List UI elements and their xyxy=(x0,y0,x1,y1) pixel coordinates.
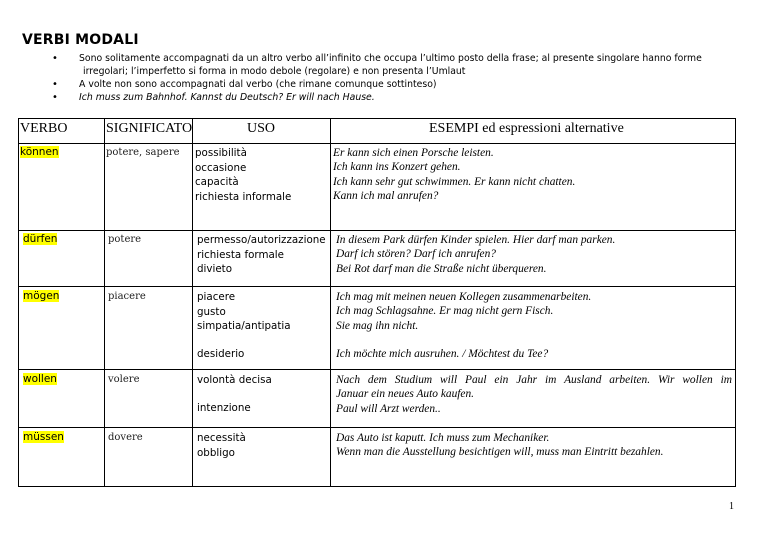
column-header-esempi: ESEMPI ed espressioni alternative xyxy=(429,121,624,136)
table-row-verb xyxy=(20,146,59,158)
page-number: 1 xyxy=(729,501,734,512)
table-row-uso xyxy=(197,290,291,334)
row-divider xyxy=(18,369,736,370)
example-line: Er kann sich einen Porsche leisten. xyxy=(333,147,494,159)
table-row-uso-secondary xyxy=(197,347,244,362)
example-line: In diesem Park dürfen Kinder spielen. Hier darf man parken. xyxy=(336,234,616,246)
uso-item: possibilità xyxy=(195,147,247,159)
table-row-examples xyxy=(336,233,615,276)
example-line: Ich mag mit meinen neuen Kollegen zusammenarbeiten. xyxy=(336,291,592,303)
table-row-verb xyxy=(23,373,57,385)
table-row-examples xyxy=(333,146,575,203)
table-row-verb xyxy=(23,233,57,245)
bullet-text: A volte non sono accompagnati dal verbo (che rimane comunque sottinteso) xyxy=(79,79,437,90)
page-title: VERBI MODALI xyxy=(22,32,139,48)
uso-item: simpatia/antipatia xyxy=(197,320,291,332)
example-line: Paul will Arzt werden.. xyxy=(336,402,441,415)
header-divider xyxy=(18,143,736,144)
example-line: Ich möchte mich ausruhen. / Möchtest du Tee? xyxy=(336,348,549,360)
table-border-top xyxy=(18,118,736,119)
example-line: Nach dem Studium will Paul ein Jahr im Ausland arbeiten. Wir wollen im xyxy=(336,374,732,386)
example-line: Sie mag ihn nicht. xyxy=(336,319,419,332)
table-row-uso xyxy=(197,431,246,460)
table-border-left xyxy=(18,118,19,487)
verb-highlight: mögen xyxy=(23,290,60,302)
example-line: Darf ich stören? Darf ich anrufen? xyxy=(336,248,496,261)
uso-item: necessità xyxy=(197,432,246,444)
uso-item: divieto xyxy=(197,263,233,275)
table-row-examples xyxy=(336,290,591,333)
example-line: Ich kann ins Konzert gehen. xyxy=(333,161,461,174)
table-row-meaning: potere xyxy=(108,234,142,245)
uso-item: obbligo xyxy=(197,446,235,459)
column-header-uso: USO xyxy=(247,121,276,136)
table-row-examples xyxy=(336,431,663,460)
verb-highlight: dürfen xyxy=(23,233,58,245)
example-line: Kann ich mal anrufen? xyxy=(333,189,439,202)
row-divider xyxy=(18,230,736,231)
table-row-uso-secondary xyxy=(197,401,251,416)
table-row-meaning: dovere xyxy=(108,432,143,443)
bullet-text: Ich muss zum Bahnhof. Kannst du Deutsch? Er will nach Hause. xyxy=(79,92,375,103)
table-border-bottom xyxy=(18,486,736,487)
table-row-verb xyxy=(23,290,59,302)
example-line: Januar ein neues Auto kaufen. xyxy=(336,388,475,401)
uso-item: richiesta formale xyxy=(197,248,284,261)
table-row-examples-secondary xyxy=(336,347,548,361)
example-line: Bei Rot darf man die Straße nicht überqueren. xyxy=(336,262,547,275)
uso-item: volontà decisa xyxy=(197,374,272,386)
uso-item: gusto xyxy=(197,305,226,318)
table-row-verb xyxy=(23,431,64,443)
column-divider xyxy=(330,118,331,487)
bullet-text-continued: irregolari; l’imperfetto si forma in modo debole (regolare) e non presenta l’Umlaut xyxy=(83,66,466,77)
uso-item: desiderio xyxy=(197,348,245,360)
column-header-significato: SIGNIFICATO xyxy=(106,121,193,136)
bullet-text: Sono solitamente accompagnati da un altro verbo all’infinito che occupa l’ultimo posto della frase; al presente singolare hanno forme xyxy=(79,53,702,64)
column-divider xyxy=(104,118,105,487)
example-line: Ich mag Schlagsahne. Er mag nicht gern Fisch. xyxy=(336,305,554,318)
uso-item: intenzione xyxy=(197,402,251,414)
uso-item: permesso/autorizzazione xyxy=(197,234,326,246)
verb-highlight: müssen xyxy=(23,431,64,443)
uso-item: piacere xyxy=(197,291,236,303)
table-border-right xyxy=(735,118,736,487)
table-row-uso xyxy=(197,373,272,388)
table-row-meaning: potere, sapere xyxy=(106,147,180,158)
bullet-item xyxy=(52,52,732,78)
table-row-examples xyxy=(336,373,732,416)
row-divider xyxy=(18,427,736,428)
table-row-uso xyxy=(197,233,326,277)
example-line: Ich kann sehr gut schwimmen. Er kann nicht chatten. xyxy=(333,175,576,188)
uso-item: occasione xyxy=(195,161,247,174)
bullet-item xyxy=(52,91,732,104)
column-divider xyxy=(192,118,193,487)
intro-bullet-list xyxy=(52,52,732,104)
verb-highlight: können xyxy=(20,146,59,158)
verb-highlight: wollen xyxy=(23,373,57,385)
column-header-verbo: VERBO xyxy=(20,121,68,136)
example-line: Wenn man die Ausstellung besichtigen will, muss man Eintritt bezahlen. xyxy=(336,446,664,459)
table-row-meaning: volere xyxy=(108,374,140,385)
table-row-uso xyxy=(195,146,291,204)
uso-item: richiesta informale xyxy=(195,190,292,203)
bullet-item xyxy=(52,78,732,91)
example-line: Das Auto ist kaputt. Ich muss zum Mechaniker. xyxy=(336,432,550,444)
row-divider xyxy=(18,286,736,287)
table-row-meaning: piacere xyxy=(108,291,146,302)
uso-item: capacità xyxy=(195,176,239,188)
